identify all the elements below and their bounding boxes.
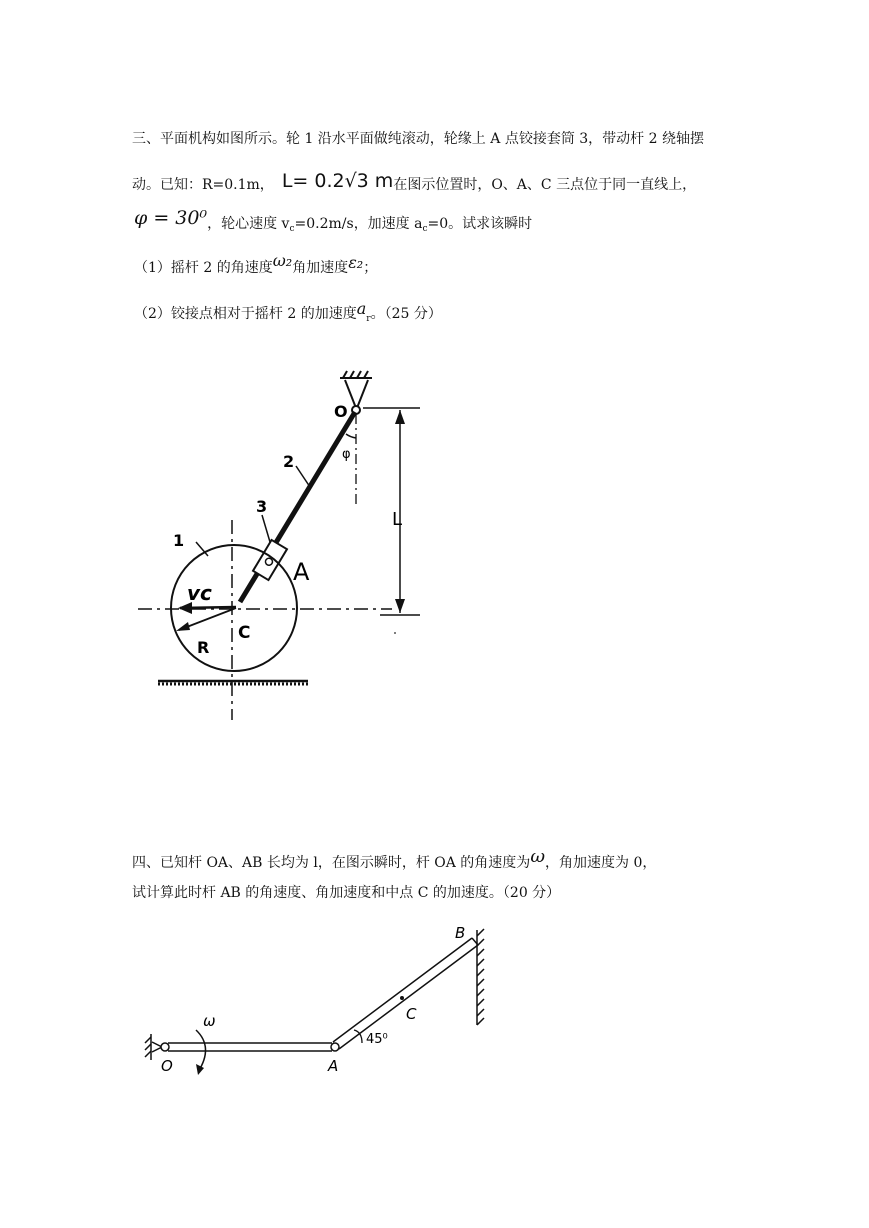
p4-line1-post: ，角加速度为 0， <box>545 855 657 871</box>
label-phi: φ <box>342 447 351 462</box>
q2-post: 。（25 分） <box>370 306 442 322</box>
p3-line2-post: 在图示位置时，O、A、C 三点位于同一直线上， <box>393 177 697 193</box>
midpoint-C <box>400 996 404 1000</box>
label-R: R <box>197 638 210 657</box>
rod-AB-1 <box>333 938 472 1042</box>
label-2: 2 <box>283 452 295 471</box>
label-O-2: O <box>161 1057 173 1075</box>
q1-mid: 角加速度 <box>292 260 349 276</box>
p3-line3-a: ，轮心速度 v <box>207 216 290 232</box>
omega2-symbol: ω₂ <box>272 251 293 270</box>
label-vc: vc <box>187 581 212 605</box>
p4-line2: 试计算此时杆 AB 的角速度、角加速度和中点 C 的加速度。（20 分） <box>132 885 561 901</box>
ar-symbol: a <box>356 299 367 318</box>
label-A-2: A <box>328 1057 339 1075</box>
label-L: L <box>392 509 403 530</box>
p3-line3-c: =0。试求该瞬时 <box>427 216 533 232</box>
pivot-O-2 <box>161 1043 169 1051</box>
q2-pre: （2）铰接点相对于摇杆 2 的加速度 <box>134 306 357 322</box>
label-C-2: C <box>406 1005 417 1023</box>
vc-subscript: c <box>289 224 295 234</box>
q1-pre: （1）摇杆 2 的角速度 <box>134 260 273 276</box>
label-45: 45⁰ <box>366 1032 388 1047</box>
epsilon2-symbol: ε₂ <box>348 253 364 272</box>
ac-subscript: c <box>422 224 428 234</box>
omega-symbol: ω <box>530 846 545 867</box>
q1-post: ； <box>363 260 378 276</box>
label-O: O <box>334 402 348 421</box>
p3-line1: 三、平面机构如图所示。轮 1 沿水平面做纯滚动，轮缘上 A 点铰接套筒 3，带动杆 2 绕轴摆 <box>132 131 704 147</box>
left-wall <box>145 1034 162 1060</box>
p4-line1-pre: 四、已知杆 OA、AB 长均为 l，在图示瞬时，杆 OA 的角速度为 <box>132 855 531 871</box>
p3-line2-pre: 动。已知：R=0.1m， <box>132 177 274 193</box>
ar-subscript: r <box>366 314 371 324</box>
label-B: B <box>455 924 466 942</box>
omega-arrowhead <box>196 1064 204 1075</box>
label-omega: ω <box>203 1012 216 1030</box>
label-1: 1 <box>173 531 185 550</box>
joint-A <box>331 1043 339 1051</box>
right-wall <box>477 929 484 1025</box>
label-3: 3 <box>256 497 268 516</box>
label-C: C <box>238 623 251 643</box>
L-formula: L= 0.2√3 m <box>281 170 394 192</box>
p3-line3-b: =0.2m/s，加速度 a <box>294 216 423 232</box>
phi-formula: φ = 30⁰ <box>134 207 208 229</box>
label-A: A <box>293 558 310 586</box>
